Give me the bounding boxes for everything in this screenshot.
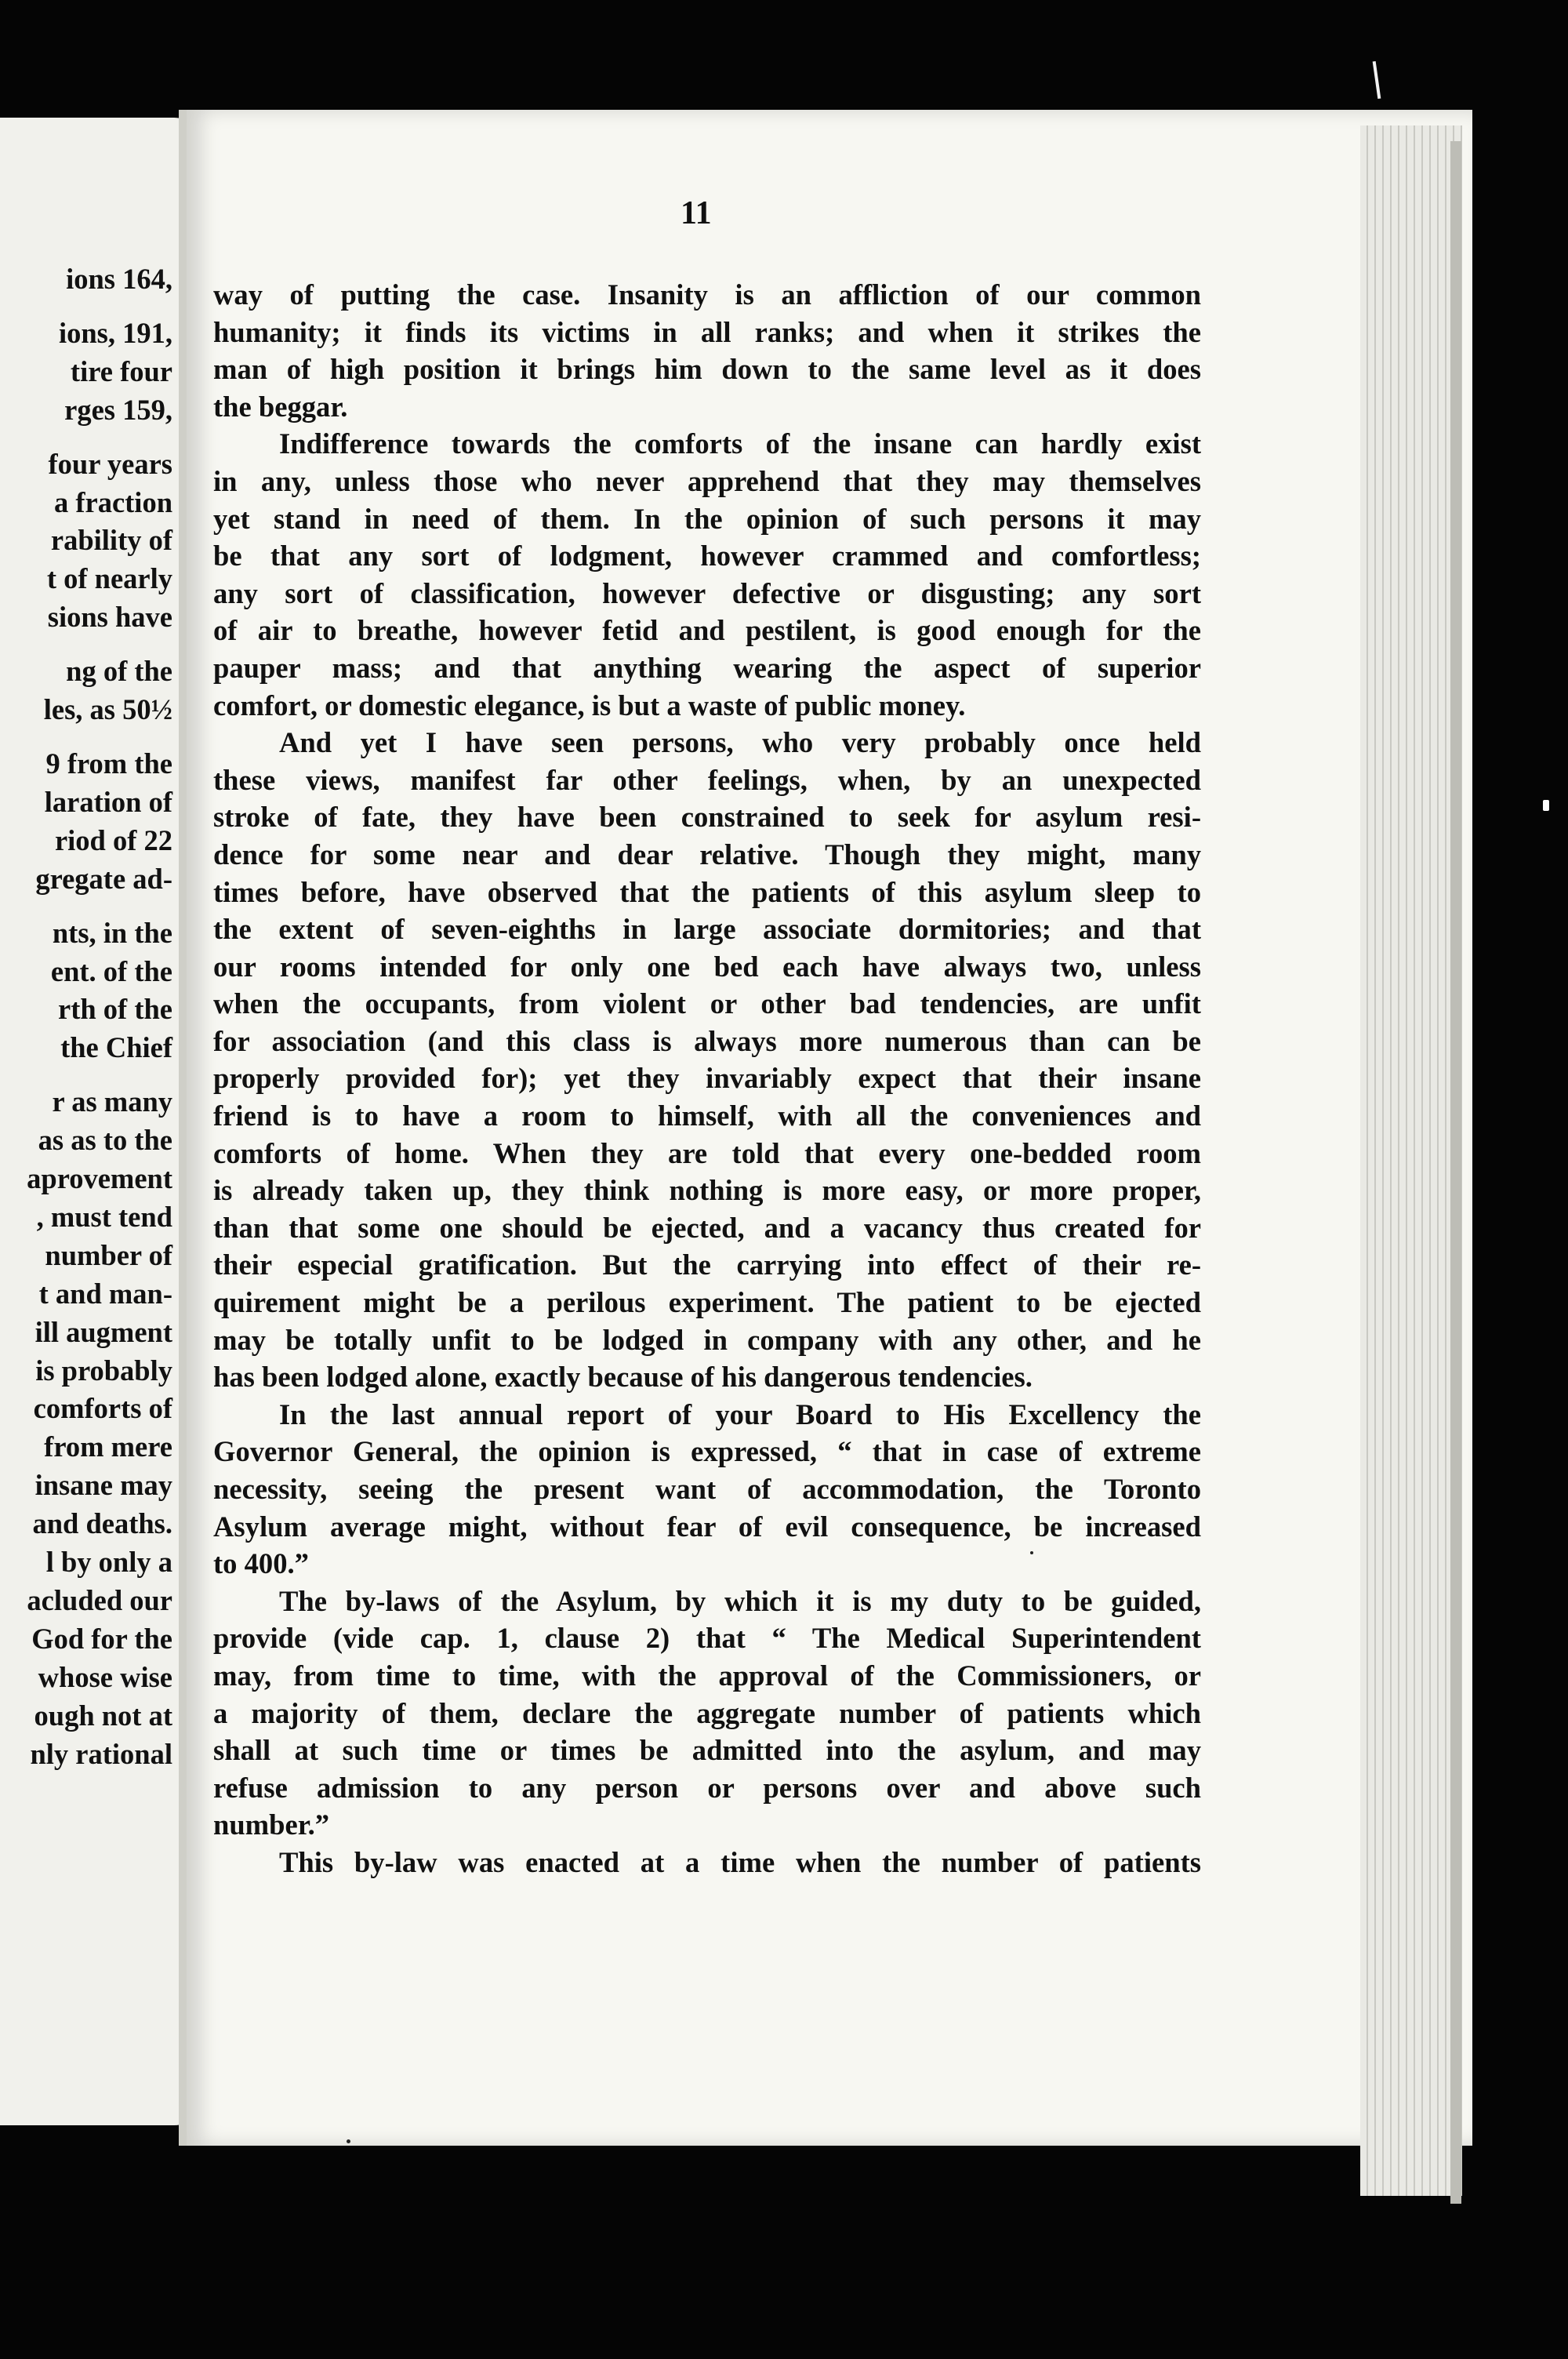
text-line: The by-laws of the Asylum, by which it is my duty to be guided,	[279, 1584, 1201, 1617]
text-line: for association (and this class is always more numerous than can be	[213, 1024, 1201, 1057]
book-edge	[1450, 141, 1461, 2204]
left-page-line: from mere	[44, 1430, 172, 1463]
text-line: And yet I have seen persons, who very probably once held	[279, 726, 1201, 759]
text-line: provide (vide cap. 1, clause 2) that “ The Medical Superintendent	[213, 1622, 1201, 1655]
left-page-line: rability of	[50, 524, 172, 557]
left-page-line: sions have	[47, 601, 172, 634]
text-line: refuse admission to any person or persons over and above such	[213, 1771, 1201, 1804]
left-page-line: tire four	[70, 354, 172, 387]
text-line: our rooms intended for only one bed each have always two, unless	[213, 950, 1201, 983]
left-page-line: ions, 191,	[58, 316, 172, 349]
text-line: dence for some near and dear relative. Though they might, many	[213, 838, 1201, 871]
text-line: times before, have observed that the patients of this asylum sleep to	[213, 875, 1201, 908]
text-line: is already taken up, they think nothing is more easy, or more proper,	[213, 1174, 1201, 1207]
text-line: may, from time to time, with the approval of the Commissioners, or	[213, 1659, 1201, 1692]
text-line: these views, manifest far other feelings, when, by an unexpected	[213, 763, 1201, 796]
left-page-line: rges 159,	[64, 393, 172, 426]
left-page-line: aprovement	[27, 1162, 172, 1195]
text-line: any sort of classification, however defective or disgusting; any sort	[213, 576, 1201, 609]
text-line: a majority of them, declare the aggregate number of patients which	[213, 1696, 1201, 1729]
page-number: 11	[681, 195, 712, 231]
left-page-line: a fraction	[53, 485, 172, 518]
left-page-line: ions 164,	[66, 263, 172, 295]
paper-speck	[1030, 1551, 1033, 1554]
paper-speck	[347, 2139, 350, 2143]
text-line: of air to breathe, however fetid and pestilent, is good enough for the	[213, 614, 1201, 647]
left-page-line: t of nearly	[46, 562, 172, 595]
text-line: necessity, seeing the present want of accommodation, the Toronto	[213, 1473, 1201, 1505]
left-page-line: ent. of the	[50, 954, 172, 987]
left-page-line: God for the	[31, 1622, 172, 1655]
left-page	[0, 118, 205, 2125]
text-line: properly provided for); yet they invariably expect that their insane	[213, 1062, 1201, 1095]
film-speck	[1543, 800, 1549, 811]
text-line: the beggar.	[213, 390, 348, 423]
left-page-line: ng of the	[66, 655, 172, 688]
text-line: This by-law was enacted at a time when the number of patients	[279, 1845, 1201, 1878]
left-page-gap	[0, 1067, 172, 1083]
text-line: stroke of fate, they have been constrained to seek for asylum resi-	[213, 801, 1201, 834]
left-page-line: the Chief	[60, 1031, 172, 1064]
text-line: than that some one should be ejected, and a vacancy thus created for	[213, 1211, 1201, 1244]
left-page-gap	[0, 299, 172, 314]
left-page-line: , must tend	[36, 1200, 172, 1233]
left-page-gap	[0, 637, 172, 652]
left-page-line: r as many	[52, 1085, 172, 1118]
left-page-line: whose wise	[38, 1660, 172, 1693]
left-page-line: and deaths.	[32, 1507, 172, 1540]
text-line: has been lodged alone, exactly because of his dangerous tendencies.	[213, 1361, 1033, 1394]
left-page-line: ill augment	[34, 1315, 172, 1348]
left-page-line: les, as 50½	[43, 693, 172, 726]
film-mark	[1373, 61, 1381, 99]
left-page-line: nts, in the	[52, 916, 172, 949]
text-line: yet stand in need of them. In the opinion of such persons it may	[213, 502, 1201, 535]
text-line: humanity; it finds its victims in all ranks; and when it strikes the	[213, 315, 1201, 348]
left-page-line: acluded our	[27, 1584, 172, 1616]
text-line: comfort, or domestic elegance, is but a waste of public money.	[213, 689, 966, 722]
left-page-line: riod of 22	[54, 823, 172, 856]
text-line: may be totally unfit to be lodged in company with any other, and he	[213, 1323, 1201, 1356]
left-page-line: is probably	[35, 1354, 172, 1387]
left-page-line: gregate ad-	[35, 862, 172, 895]
left-page-gap	[0, 430, 172, 445]
left-page-line: insane may	[34, 1469, 172, 1502]
text-line: be that any sort of lodgment, however crammed and comfortless;	[213, 540, 1201, 572]
text-line: Asylum average might, without fear of evil consequence, be increased	[213, 1510, 1201, 1543]
left-page-gap	[0, 899, 172, 914]
text-line: their especial gratification. But the carrying into effect of their re-	[213, 1249, 1201, 1281]
body-text	[213, 276, 1201, 1881]
left-page-line: number of	[45, 1238, 172, 1271]
text-line: when the occupants, from violent or other bad tendencies, are unfit	[213, 987, 1201, 1020]
text-line: In the last annual report of your Board to His Excellency the	[279, 1398, 1201, 1430]
left-page-line: four years	[48, 447, 172, 480]
left-page-line: laration of	[44, 785, 172, 818]
left-page-text	[0, 260, 172, 1774]
left-page-line: as as to the	[38, 1124, 172, 1157]
text-line: in any, unless those who never apprehend that they may themselves	[213, 464, 1201, 497]
text-line: number.”	[213, 1808, 330, 1841]
left-page-line: l by only a	[45, 1546, 172, 1579]
text-line: friend is to have a room to himself, with all the conveniences and	[213, 1100, 1201, 1132]
left-page-line: rth of the	[58, 993, 172, 1026]
left-page-line: nly rational	[30, 1737, 172, 1770]
text-line: way of putting the case. Insanity is an affliction of our common	[213, 278, 1201, 311]
text-line: shall at such time or times be admitted into the asylum, and may	[213, 1734, 1201, 1767]
left-page-line: 9 from the	[45, 747, 172, 780]
page-edges	[1360, 125, 1462, 2196]
text-line: Indifference towards the comforts of the insane can hardly exist	[279, 427, 1201, 460]
text-line: man of high position it brings him down to the same level as it does	[213, 353, 1201, 386]
text-line: the extent of seven-eighths in large associate dormitories; and that	[213, 913, 1201, 946]
text-line: Governor General, the opinion is expressed, “ that in case of extreme	[213, 1435, 1201, 1468]
text-line: comforts of home. When they are told that every one-bedded room	[213, 1136, 1201, 1169]
text-line: quirement might be a perilous experiment. The patient to be ejected	[213, 1286, 1201, 1319]
left-page-line: t and man-	[38, 1277, 172, 1310]
text-line: to 400.”	[213, 1547, 309, 1580]
left-page-gap	[0, 729, 172, 745]
left-page-line: comforts of	[33, 1392, 172, 1425]
text-line: pauper mass; and that anything wearing the aspect of superior	[213, 651, 1201, 684]
left-page-line: ough not at	[34, 1699, 172, 1732]
